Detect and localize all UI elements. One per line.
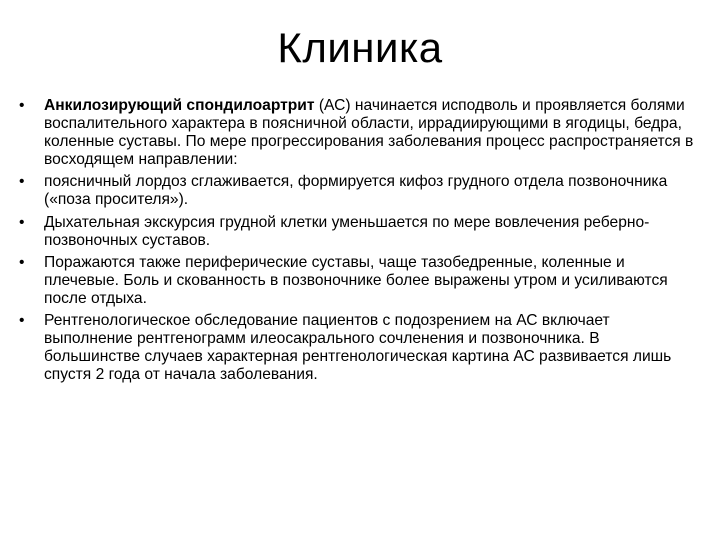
bullet-marker: • [19, 173, 25, 191]
bullet-item [18, 254, 698, 308]
bullet-item [18, 312, 698, 384]
bullet-list [18, 97, 698, 388]
slide-title: Клиника [277, 24, 443, 71]
bullet-item [18, 214, 698, 250]
bullet-marker: • [19, 97, 25, 114]
bullet-item [18, 97, 698, 169]
bullet-text: Поражаются также периферические суставы, чаще тазобедренные, коленные и плечевые. Боль и скованность в позвоночнике более выражены утром и усиливаются после отдыха. [44, 253, 668, 307]
bullet-text: (АС) начинается исподволь и проявляется болями воспалительного характера в поясничной области, иррадиирующими в ягодицы, бедра, коленные суставы. По мере прогрессирования заболевания процесс распространяется в восходящем направлении: [44, 97, 694, 169]
bullet-marker: • [19, 253, 25, 271]
bullet-marker: • [19, 312, 25, 330]
bullet-text: поясничный лордоз сглаживается, формируется кифоз грудного отдела позвоночника («поза просителя»). [44, 173, 668, 209]
bullet-text: Дыхательная экскурсия грудной клетки уменьшается по мере вовлечения реберно-позвоночных суставов. [44, 213, 650, 249]
bullet-bold-term: Анкилозирующий спондилоартрит [44, 97, 315, 114]
bullet-item [18, 173, 698, 209]
bullet-marker: • [19, 213, 25, 231]
bullet-text: Рентгенологическое обследование пациентов с подозрением на АС включает выполнение рентгенограмм илеосакрального сочленения и позвоночника. В большинстве случаев характерная рентгенологическая картина АС развивается лишь спустя 2 года от начала заболевания. [44, 312, 672, 384]
